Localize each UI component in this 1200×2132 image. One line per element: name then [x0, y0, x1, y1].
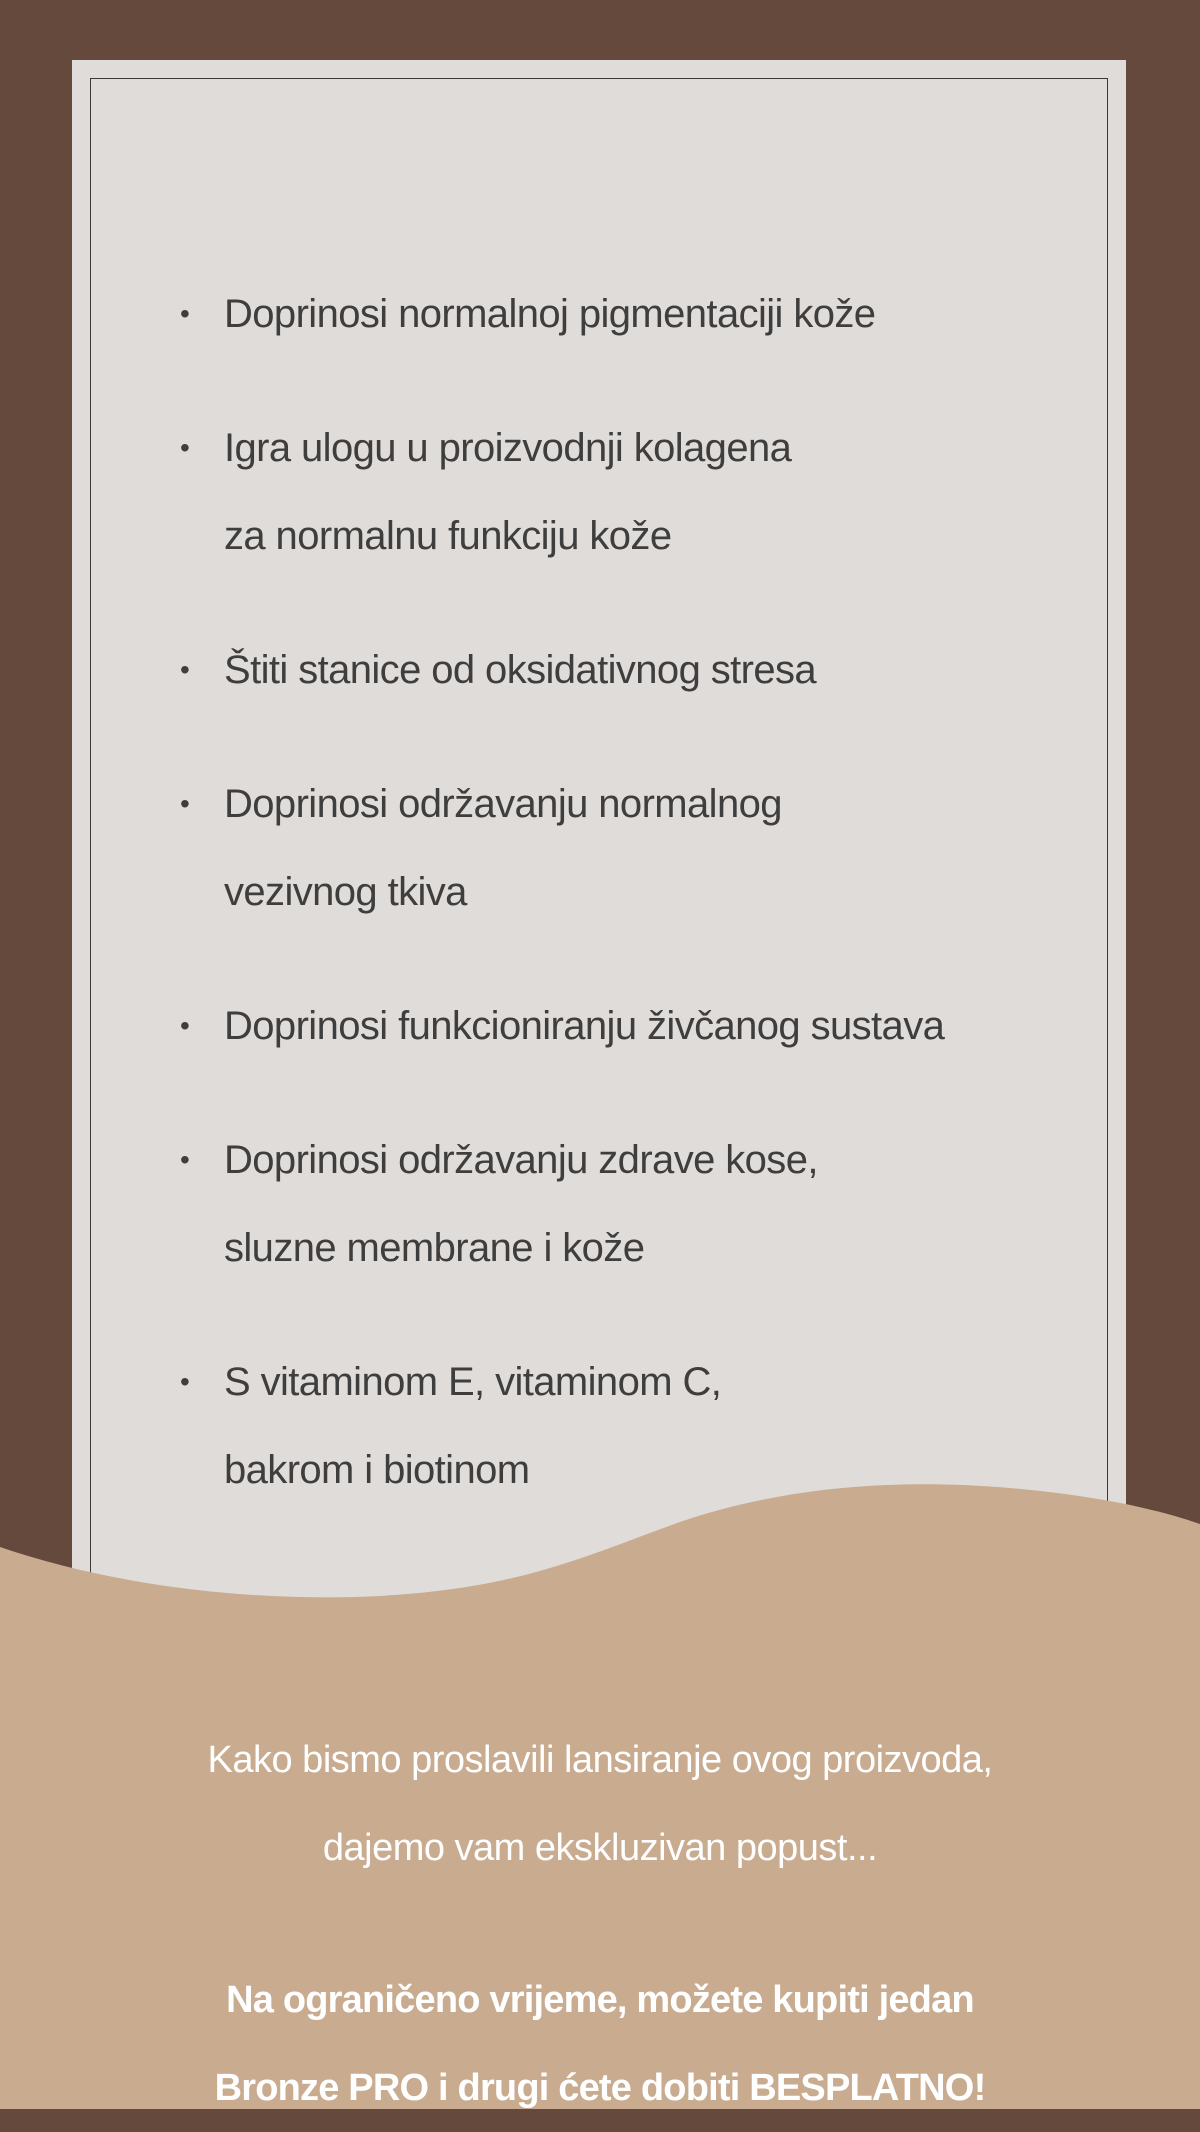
bullet-icon: • [180, 1366, 190, 1397]
benefit-item-1 [180, 270, 1080, 358]
benefit-text: za normalnu funkciju kože [224, 514, 672, 558]
benefits-card [72, 60, 1126, 1660]
benefit-item-6 [180, 1116, 1080, 1292]
benefit-text: vezivnog tkiva [224, 870, 467, 914]
promo-intro [0, 1716, 1200, 1892]
benefit-item-4 [180, 760, 1080, 936]
benefit-text: bakrom i biotinom [224, 1448, 530, 1492]
benefit-item-3 [180, 626, 1080, 714]
bullet-icon: • [180, 432, 190, 463]
promo-intro-line: Kako bismo proslavili lansiranje ovog proizvoda, [207, 1739, 993, 1781]
bullet-icon: • [180, 298, 190, 329]
benefit-item-2 [180, 404, 1080, 580]
benefit-text: Doprinosi normalnoj pigmentaciji kože [224, 292, 876, 336]
promo-offer-line: Na ograničeno vrijeme, možete kupiti jedan [226, 1979, 974, 2021]
promo-offer-line: Bronze PRO i drugi ćete dobiti BESPLATNO! [214, 2067, 986, 2109]
benefit-text: Doprinosi održavanju normalnog [224, 782, 782, 826]
benefit-text: S vitaminom E, vitaminom C, [224, 1360, 722, 1404]
bullet-icon: • [180, 654, 190, 685]
promo-section [0, 1716, 1200, 2132]
benefit-text: Igra ulogu u proizvodnji kolagena [224, 426, 792, 470]
bullet-icon: • [180, 788, 190, 819]
benefit-item-5 [180, 982, 1080, 1070]
promo-offer [0, 1956, 1200, 2132]
benefit-text: Štiti stanice od oksidativnog stresa [224, 648, 817, 692]
benefit-text: Doprinosi održavanju zdrave kose, [224, 1138, 818, 1182]
bullet-icon: • [180, 1010, 190, 1041]
benefit-text: Doprinosi funkcioniranju živčanog sustava [224, 1004, 945, 1048]
benefits-list [180, 270, 1080, 1560]
promo-intro-line: dajemo vam ekskluzivan popust... [322, 1827, 878, 1869]
benefit-text: sluzne membrane i kože [224, 1226, 645, 1270]
bullet-icon: • [180, 1144, 190, 1175]
